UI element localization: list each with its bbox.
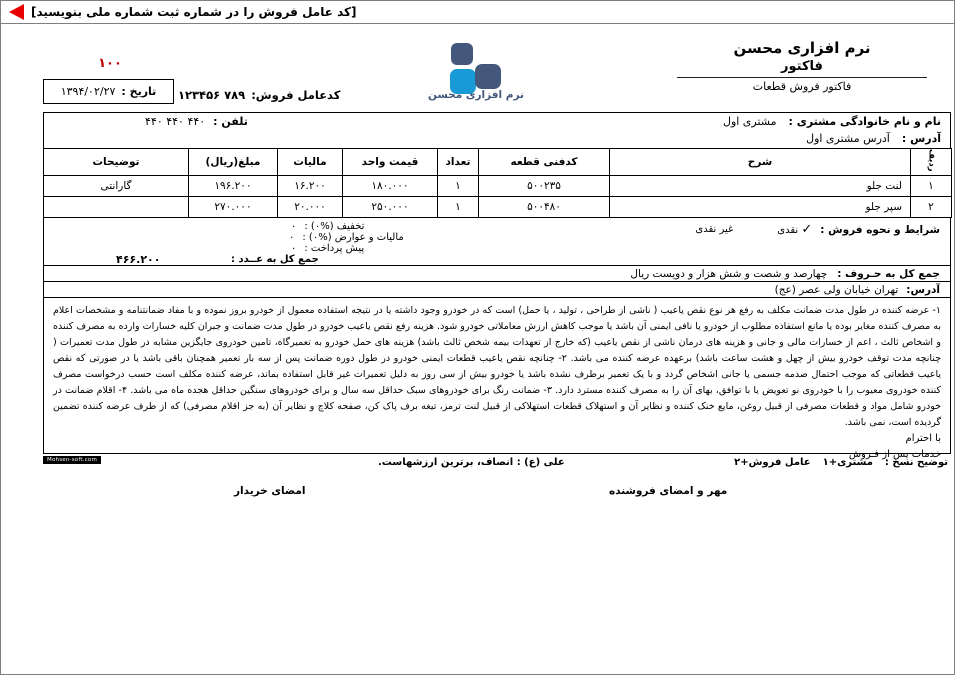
doc-subtitle: فاکتور فروش قطعات — [752, 80, 852, 93]
total-number-label: جمع کل به عــدد : — [231, 254, 319, 265]
customer-address-value: آدرس مشتری اول — [806, 132, 890, 145]
doc-title: فاکتور — [781, 59, 823, 74]
col-header-quantity: تعداد — [438, 149, 479, 176]
date-box — [43, 79, 174, 104]
table-header-row — [44, 149, 952, 176]
company-header — [663, 39, 941, 93]
customer-phone — [145, 115, 248, 128]
table-row: ۱ لنت جلو ۵۰۰۲۳۵ ۱ ۱۸۰.۰۰۰ ۱۶.۲۰۰ ۱۹۶.۲۰۰ گارانتی — [44, 175, 952, 196]
top-note-text: [کد عامل فروش را در شماره ثبت شماره ملی بنویسید] — [31, 5, 357, 19]
copy-agent: ۲+عامل فروش — [734, 457, 811, 468]
date-value: ۱۳۹۴/۰۲/۲۷ — [60, 85, 116, 98]
total-words-row — [43, 265, 951, 282]
col-header-unit-price: قیمت واحد — [343, 149, 438, 176]
sale-terms-label: شرایط و نحوه فروش : — [820, 223, 940, 236]
prepayment-value: ۰ — [291, 243, 297, 254]
phone-value: ۴۴۰ ۴۴۰ ۴۴۰ — [145, 115, 206, 128]
seller-address-value: تهران خیابان ولی عصر (عج) — [774, 283, 899, 296]
copies-note — [734, 457, 948, 468]
total-words-label: جمع کل به حـروف : — [837, 267, 940, 280]
copy-customer: ۱+مشتری — [822, 457, 873, 468]
tax-duties-label: مالیات و عوارض (%۰) : — [302, 232, 404, 243]
parts-table-body — [44, 175, 952, 217]
discount-value: ۰ — [291, 221, 297, 232]
header-divider — [677, 77, 927, 78]
brand-badge: Mohsen-soft.com — [43, 456, 101, 464]
col-header-tax: مالیات — [278, 149, 343, 176]
sale-terms — [695, 222, 940, 237]
top-note — [1, 1, 954, 24]
discount-label: تخفیف (%۰) : — [304, 221, 365, 232]
summary-box — [43, 217, 951, 266]
customer-name-line — [723, 115, 941, 128]
logo-caption: نرم افزاری محسن — [428, 89, 524, 101]
warranty-paragraph: ۱- عرضه کننده در طول مدت ضمانت مکلف به رفع هر نوع نقص یاعیب ( ناشی از طراحی ، تولید ، یا حمل) است که در خودرو وجود داشته یا در نتیجه استفاده معمول از خودرو بروز نموده و با مفاد ضمانتنامه و مشخصات اعلام به مصرف کننده مغایر بوده یا مانع استفاده مطلوب از خودرو یا نافی ایمنی آن باشد یا موجب کاهش ارزش معاملاتی خودرو شود. هزینه رفع نقص یاعیب خودرو در طول مدت ضمانت و جبران کلیه خسارات وارده به مصرف کننده و اشخاص ثالث ، اعم از خسارات مالی و جانی و هزینه های درمان ناشی از نقص یاعیب (که خارج از تعهدات بیمه شخص ثالث باشد) هزینه های حمل خودرو به تعمیرگاه، تامین خودروی جایگزین مشابه در طول مدت تعمیرات ( چنانچه مدت توقف خودرو بیش از چهل و هشت ساعت باشد) برعهده عرضه کننده می باشد. ۲- چنانچه نقص یاعیب قطعات ایمنی خودرو در طول دوره ضمانت پس از سه بار تعمیر همچنان باقی باشد یا در صورتی که نقص یاعیب قطعاتی که موجب احتمال صدمه جسمی یا جانی اشخاص گردد و با یک تعمیر برطرف نشده باشد یا خودرو بیش از سی روز به دلیل تعمیرات غیر قابل استفاده بماند، عرضه کننده مکلف است حسب درخواست مصرف کننده خودروی معیوب را با خودروی نو تعویض یا با توافق، بهای آن را به مصرف کننده مسترد دارد. ۳- ضمانت رنگ برای خودروهای سبک حداقل سه سال و برای خودروهای سنگین حداقل هجده ماه می باشد. ۴- اقلام ضمانت در خودرو شامل مواد و قطعات مصرفی از قبیل روغن، مایع خنک کننده و نظایر آن و استهلاک قطعات استهلاکی از قبیل لنت ترمز، تیغه برف پاک کن، صفحه کلاچ و نظایر آن (به جز اقلام مصرفی) که از طرف عرضه کننده تضمین گردیده است، نمی باشد. — [53, 305, 942, 428]
tax-duties-row — [289, 232, 404, 243]
seller-address-row — [43, 281, 951, 298]
table-row: ۲ سپر جلو ۵۰۰۴۸۰ ۱ ۲۵۰.۰۰۰ ۲۰.۰۰۰ ۲۷۰.۰۰۰ — [44, 196, 952, 217]
total-number-value: ۴۶۶.۲۰۰ — [116, 253, 161, 266]
footer-quote: علی (ع) : انصاف، برترین ارزشهاست. — [378, 457, 565, 468]
col-header-description: شرح — [610, 149, 911, 176]
agent-code-value: ۱۲۳۴۵۶ ۷۸۹ — [178, 88, 246, 102]
agent-code — [178, 88, 340, 102]
serial-number: ۱۰۰ — [98, 56, 122, 71]
col-header-notes: توضیحات — [44, 149, 189, 176]
parts-table — [43, 148, 952, 218]
buyer-signature-label: امضای خریدار — [234, 485, 306, 497]
logo-square-right-icon — [475, 64, 501, 89]
customer-box — [43, 112, 951, 149]
closing-after-sales: خدمات پس از فـروش — [848, 449, 941, 460]
prepayment-row — [291, 243, 364, 254]
copies-note-label: توضیح نسخ : — [884, 457, 948, 468]
agent-code-label: کدعامل فروش: — [251, 88, 341, 102]
col-header-row-number: ردیف — [911, 149, 952, 176]
customer-address-label: آدرس : — [901, 132, 941, 145]
red-arrow-icon — [9, 4, 24, 20]
noncash-option: غیر نقدی — [695, 224, 734, 235]
checkmark-icon: ✓ — [801, 222, 813, 237]
seller-address-label: آدرس: — [906, 283, 940, 296]
cash-option: ✓ نقدی — [777, 222, 813, 237]
col-header-part-code: کدفنی قطعه — [479, 149, 610, 176]
customer-name-value: مشتری اول — [722, 115, 777, 128]
total-words-value: چهارصد و شصت و شش هزار و دویست ریال — [630, 267, 828, 280]
prepayment-label: پیش پرداخت : — [304, 243, 365, 254]
col-header-amount: مبلغ(ریال) — [189, 149, 278, 176]
seller-signature-label: مهر و امضای فروشنده — [609, 485, 728, 497]
date-label: تاریخ : — [121, 85, 157, 98]
phone-label: تلفن : — [213, 115, 248, 128]
tax-duties-value: ۰ — [289, 232, 295, 243]
customer-address-line — [806, 132, 941, 145]
logo-square-top-icon — [451, 43, 473, 65]
customer-name-label: نام و نام خانوادگی مشتری : — [788, 115, 941, 128]
company-name: نرم افزاری محسن — [733, 39, 871, 57]
discount-row — [291, 221, 364, 232]
closing-regards: با احترام — [905, 433, 941, 444]
